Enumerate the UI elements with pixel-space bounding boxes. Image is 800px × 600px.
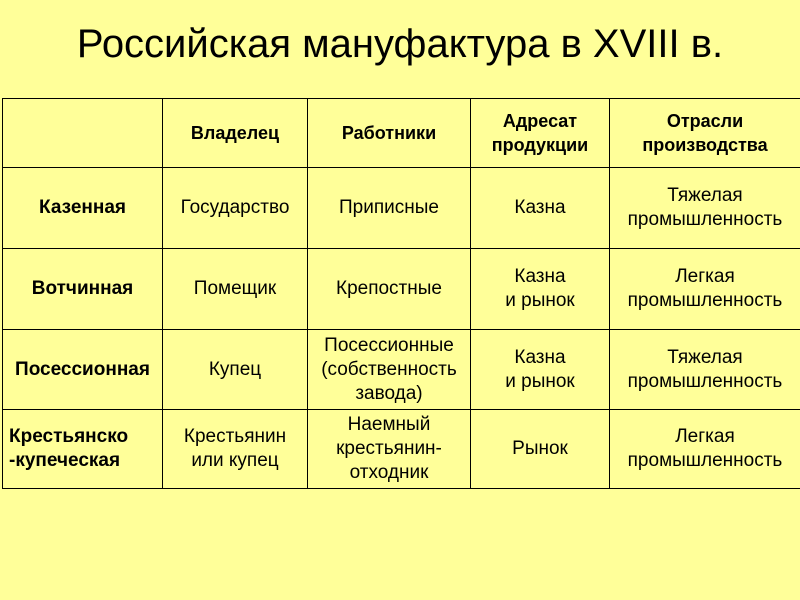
header-industry <box>610 99 800 168</box>
cell-owner-text: Крестьянин или купец <box>183 426 287 471</box>
cell-owner <box>163 249 308 330</box>
cell-workers-text: Крепостные <box>336 278 442 299</box>
cell-recipient-text: Казна и рынок <box>505 346 575 392</box>
header-owner-text: Владелец <box>190 123 280 143</box>
row-label-text: Вотчинная <box>31 278 134 299</box>
cell-workers <box>308 410 471 489</box>
row-label <box>3 249 163 330</box>
row-label-text: Казенная <box>39 197 126 218</box>
cell-recipient <box>471 249 610 330</box>
cell-industry <box>610 249 800 330</box>
cell-industry <box>610 168 800 249</box>
cell-workers <box>308 168 471 249</box>
cell-recipient <box>471 410 610 489</box>
table-row <box>3 410 800 489</box>
manufactory-table <box>2 98 800 489</box>
table-row <box>3 168 800 249</box>
cell-industry-text: Тяжелая промышленность <box>627 185 783 230</box>
cell-workers <box>308 330 471 410</box>
table-row <box>3 330 800 410</box>
cell-industry-text: Тяжелая промышленность <box>627 346 783 392</box>
cell-industry <box>610 410 800 489</box>
row-label <box>3 168 163 249</box>
cell-recipient-text: Казна <box>514 197 566 218</box>
table-row <box>3 249 800 330</box>
header-industry-text: Отрасли производства <box>642 111 768 155</box>
cell-owner <box>163 410 308 489</box>
cell-industry-text: Легкая промышленность <box>627 426 783 471</box>
cell-workers-text: Посессионные (собственность завода) <box>321 334 457 404</box>
cell-owner-text: Помещик <box>193 278 277 299</box>
cell-recipient <box>471 168 610 249</box>
table-header-row <box>3 99 800 168</box>
cell-recipient-text: Рынок <box>512 438 568 459</box>
cell-owner <box>163 330 308 410</box>
row-label-text: Крестьянско -купеческая <box>9 426 129 471</box>
cell-workers-text: Приписные <box>339 197 439 218</box>
row-label <box>3 410 163 489</box>
row-label <box>3 330 163 410</box>
cell-workers <box>308 249 471 330</box>
header-corner-cell <box>3 99 163 168</box>
cell-industry <box>610 330 800 410</box>
cell-owner-text: Купец <box>208 358 262 380</box>
cell-recipient-text: Казна и рынок <box>505 266 575 311</box>
cell-owner <box>163 168 308 249</box>
cell-owner-text: Государство <box>180 197 290 218</box>
cell-workers-text: Наемный крестьянин- отходник <box>336 414 442 483</box>
slide-title: Российская мануфактура в XVIII в. <box>76 22 724 66</box>
header-workers <box>308 99 471 168</box>
row-label-text: Посессионная <box>15 358 150 380</box>
header-recipient-text: Адресат продукции <box>491 111 589 155</box>
header-recipient <box>471 99 610 168</box>
header-workers-text: Работники <box>341 123 437 143</box>
cell-industry-text: Легкая промышленность <box>627 266 783 311</box>
cell-recipient <box>471 330 610 410</box>
header-owner <box>163 99 308 168</box>
